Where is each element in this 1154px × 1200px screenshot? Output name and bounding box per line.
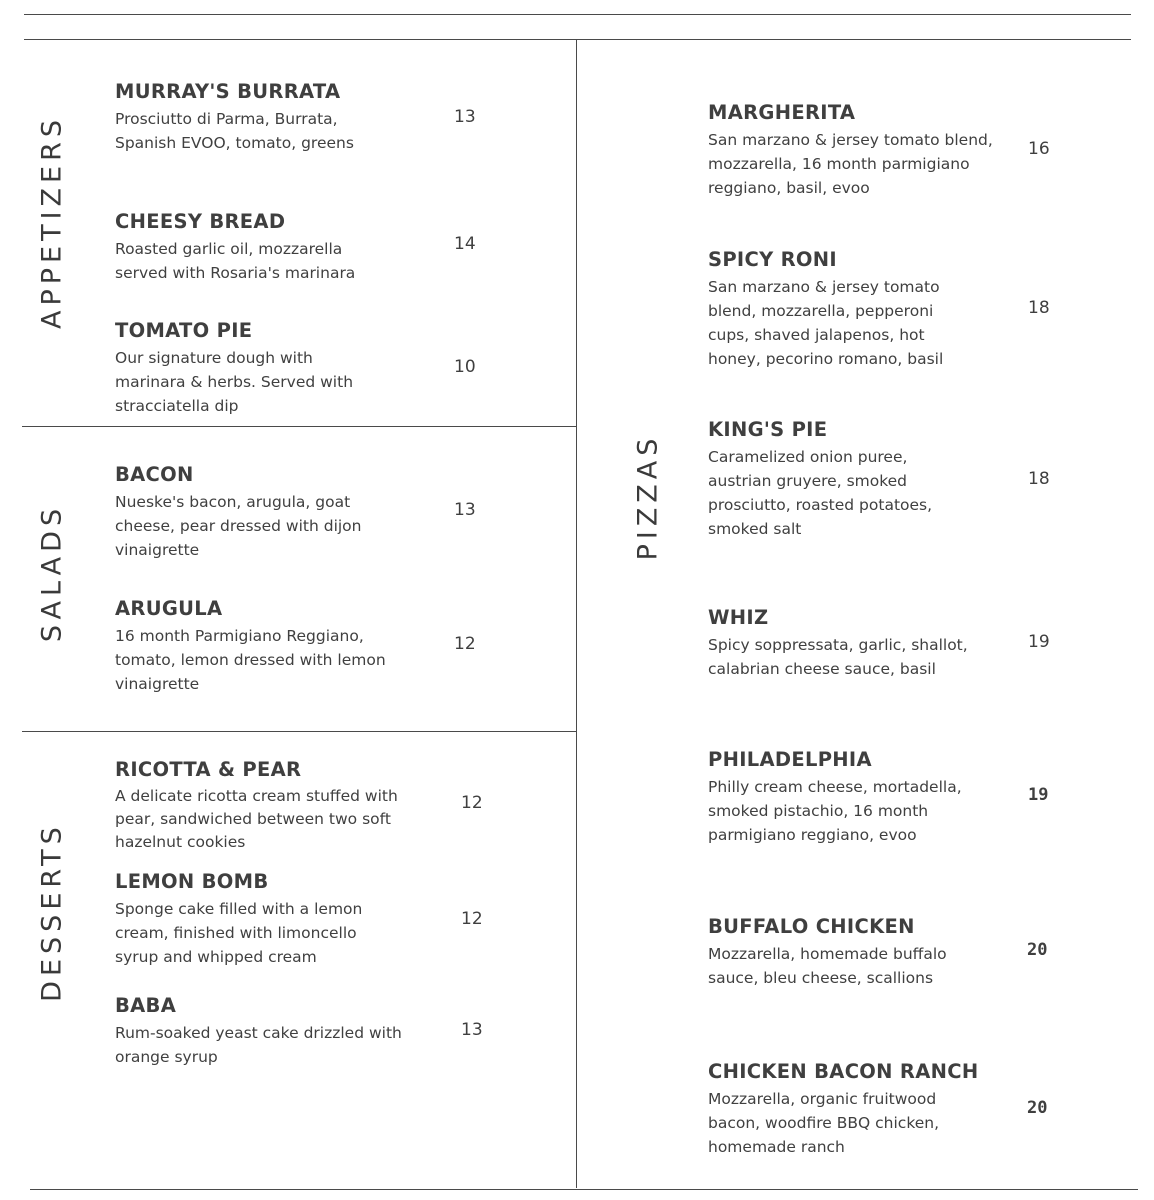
- item-name: CHICKEN BACON RANCH: [708, 1060, 979, 1083]
- item-description: 16 month Parmigiano Reggiano, tomato, lemon dressed with lemon vinaigrette: [115, 627, 386, 693]
- item-name: LEMON BOMB: [115, 870, 269, 893]
- item-name: KING'S PIE: [708, 418, 828, 441]
- item-price: 13: [454, 500, 476, 520]
- menu-item-murrays-burrata: [115, 80, 435, 155]
- header-rule: [24, 39, 1131, 40]
- item-name: SPICY RONI: [708, 248, 837, 271]
- salads-desserts-divider: [22, 731, 577, 732]
- item-description: Spicy soppressata, garlic, shallot, calabrian cheese sauce, basil: [708, 636, 968, 678]
- item-description: San marzano & jersey tomato blend, mozzarella, 16 month parmigiano reggiano, basil, evoo: [708, 131, 993, 197]
- item-description: Sponge cake filled with a lemon cream, finished with limoncello syrup and whipped cream: [115, 900, 363, 966]
- menu-item-spicy-roni: [708, 248, 1008, 371]
- column-divider: [576, 40, 577, 1188]
- item-description: Roasted garlic oil, mozzarella served with Rosaria's marinara: [115, 240, 356, 282]
- item-name: MURRAY'S BURRATA: [115, 80, 341, 103]
- item-price: 10: [454, 357, 476, 377]
- bottom-rule: [30, 1189, 1138, 1190]
- menu-item-whiz: [708, 606, 1008, 681]
- item-description: Rum-soaked yeast cake drizzled with orange syrup: [115, 1024, 402, 1066]
- item-price: 12: [454, 634, 476, 654]
- item-name: TOMATO PIE: [115, 319, 253, 342]
- item-name: RICOTTA & PEAR: [115, 758, 302, 781]
- item-name: BACON: [115, 463, 194, 486]
- item-price: 14: [454, 234, 476, 254]
- item-description: Prosciutto di Parma, Burrata, Spanish EVOO, tomato, greens: [115, 110, 354, 152]
- top-rule: [24, 14, 1131, 15]
- menu-item-margherita: [708, 101, 1008, 200]
- menu-item-bacon: [115, 463, 435, 562]
- salads-heading: SALADS: [36, 503, 68, 643]
- menu-item-cheesy-bread: [115, 210, 435, 285]
- menu-item-philadelphia: [708, 748, 1008, 847]
- item-name: PHILADELPHIA: [708, 748, 872, 771]
- item-price: 20: [1027, 940, 1048, 960]
- item-name: WHIZ: [708, 606, 769, 629]
- item-description: Philly cream cheese, mortadella, smoked pistachio, 16 month parmigiano reggiano, evoo: [708, 778, 962, 844]
- item-price: 12: [461, 793, 483, 813]
- menu-item-ricotta-pear: [115, 758, 435, 854]
- item-description: Mozzarella, organic fruitwood bacon, woodfire BBQ chicken, homemade ranch: [708, 1090, 940, 1156]
- menu-item-baba: [115, 994, 435, 1069]
- item-price: 18: [1028, 298, 1050, 318]
- menu-item-buffalo-chicken: [708, 915, 1008, 990]
- item-name: CHEESY BREAD: [115, 210, 286, 233]
- desserts-heading: DESSERTS: [36, 822, 68, 1002]
- item-description: Our signature dough with marinara & herbs. Served with stracciatella dip: [115, 349, 354, 415]
- menu-item-lemon-bomb: [115, 870, 435, 969]
- item-price: 13: [461, 1020, 483, 1040]
- item-description: A delicate ricotta cream stuffed with pear, sandwiched between two soft hazelnut cookies: [115, 787, 398, 851]
- item-name: BABA: [115, 994, 177, 1017]
- item-name: BUFFALO CHICKEN: [708, 915, 915, 938]
- item-price: 19: [1028, 632, 1050, 652]
- item-description: Caramelized onion puree, austrian gruyere, smoked prosciutto, roasted potatoes, smoked salt: [708, 448, 933, 538]
- item-price: 16: [1028, 139, 1050, 159]
- item-price: 20: [1027, 1098, 1048, 1118]
- item-name: ARUGULA: [115, 597, 223, 620]
- item-price: 19: [1028, 785, 1049, 805]
- menu-item-arugula: [115, 597, 435, 696]
- menu-item-kings-pie: [708, 418, 1008, 541]
- menu-item-chicken-bacon-ranch: [708, 1060, 1008, 1159]
- pizzas-heading: PIZZAS: [632, 433, 664, 561]
- item-description: San marzano & jersey tomato blend, mozzarella, pepperoni cups, shaved jalapenos, hot honey, pecorino romano, basil: [708, 278, 944, 368]
- item-price: 12: [461, 909, 483, 929]
- appetizers-heading: APPETIZERS: [36, 114, 68, 330]
- appetizers-salads-divider: [22, 426, 577, 427]
- item-name: MARGHERITA: [708, 101, 856, 124]
- item-description: Mozzarella, homemade buffalo sauce, bleu cheese, scallions: [708, 945, 947, 987]
- menu-item-tomato-pie: [115, 319, 435, 418]
- item-description: Nueske's bacon, arugula, goat cheese, pear dressed with dijon vinaigrette: [115, 493, 362, 559]
- item-price: 18: [1028, 469, 1050, 489]
- item-price: 13: [454, 107, 476, 127]
